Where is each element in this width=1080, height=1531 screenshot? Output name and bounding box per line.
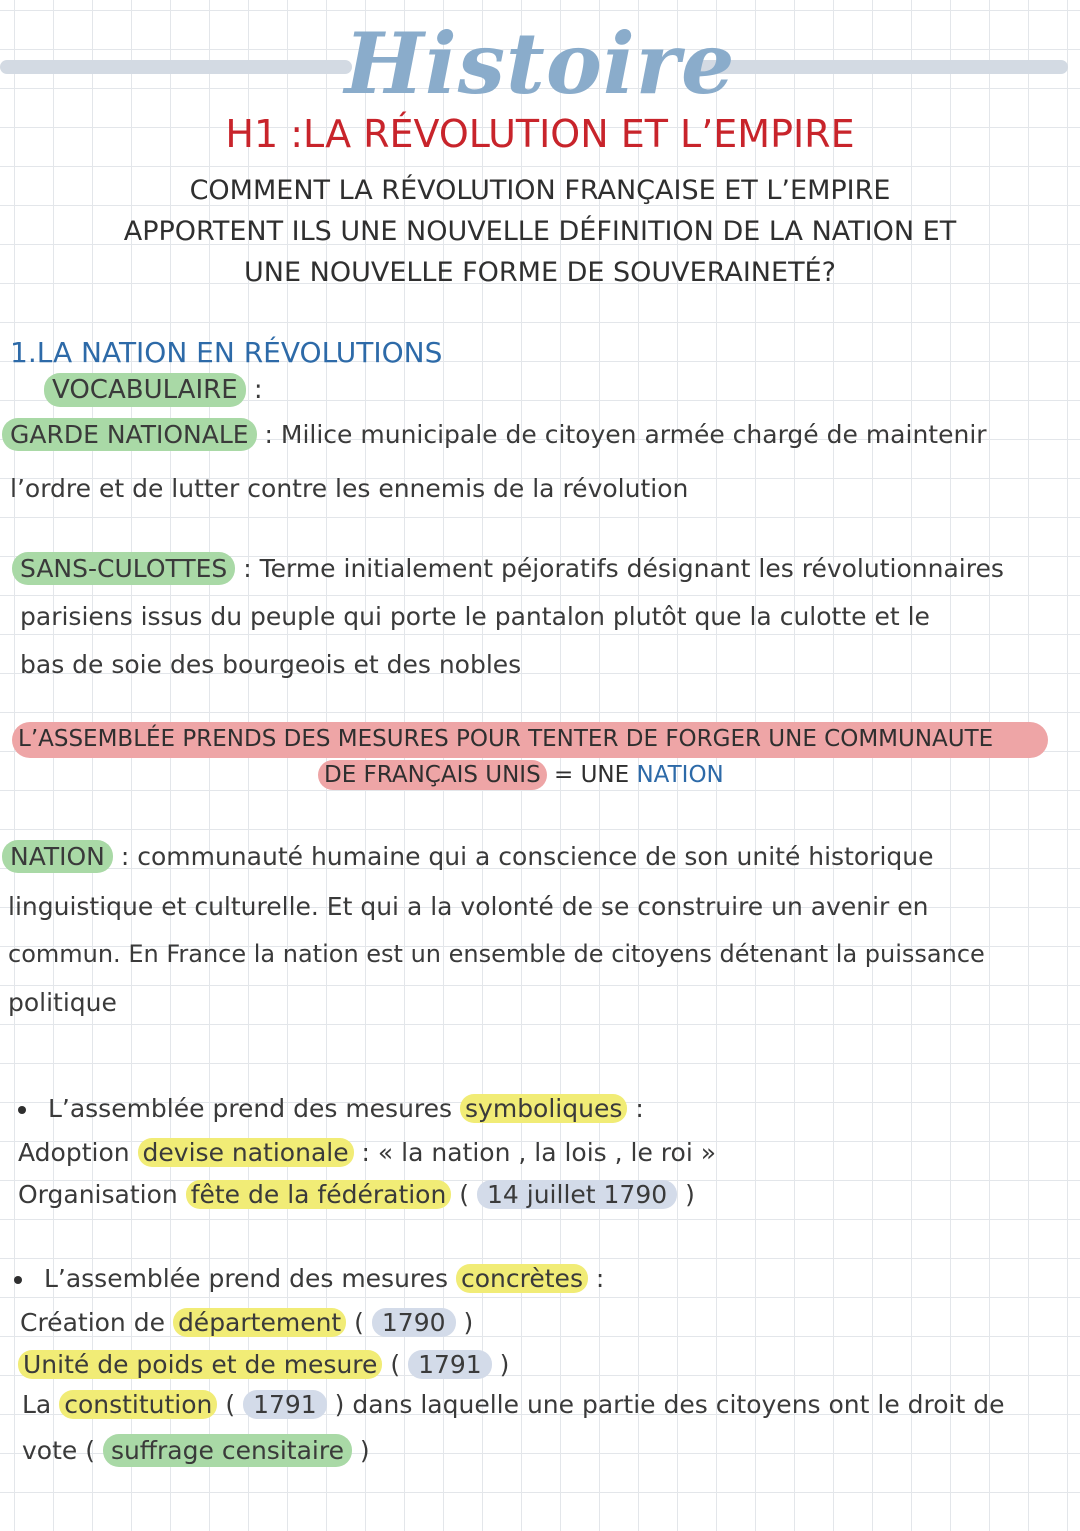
sans-culottes-line-2: parisiens issus du peuple qui porte le pantalon plutôt que la culotte et le <box>20 602 930 631</box>
concrete-highlight: concrètes <box>456 1264 588 1293</box>
page-title: Histoire <box>344 14 736 113</box>
departement-line: Création de département ( 1790 ) <box>20 1308 474 1337</box>
nation-term: NATION <box>2 840 113 873</box>
nation-word: NATION <box>636 762 724 788</box>
section-heading: 1.LA NATION EN RÉVOLUTIONS <box>10 336 443 369</box>
constitution-line: La constitution ( 1791 ) dans laquelle une partie des citoyens ont le droit de <box>22 1390 1005 1419</box>
vocabulary-highlight: VOCABULAIRE <box>44 373 246 407</box>
organisation-line: Organisation fête de la fédération ( 14 juillet 1790 ) <box>18 1180 695 1209</box>
date-highlight: 1790 <box>372 1308 456 1337</box>
nation-definition-line-4: politique <box>8 988 117 1017</box>
garde-definition-line-2: l’ordre et de lutter contre les ennemis de la révolution <box>10 474 689 503</box>
nation-definition-line-1 <box>2 842 934 871</box>
devise-highlight: devise nationale <box>138 1138 354 1167</box>
vocabulary-label <box>44 375 263 405</box>
sans-culottes-line-1 <box>12 554 1004 583</box>
date-highlight: 1791 <box>408 1350 492 1379</box>
bullet-icon <box>14 1276 22 1284</box>
equals-une: = UNE <box>554 762 630 788</box>
sans-culottes-text-1: : Terme initialement péjoratifs désignant les révolutionnaires <box>243 554 1004 583</box>
departement-highlight: département <box>173 1308 346 1337</box>
bullet-icon <box>18 1106 26 1114</box>
nation-text-1: : communauté humaine qui a conscience de son unité historique <box>120 842 934 871</box>
constitution-highlight: constitution <box>59 1390 217 1419</box>
unite-highlight: Unité de poids et de mesure <box>18 1350 382 1379</box>
vote-line: vote ( suffrage censitaire ) <box>22 1436 370 1465</box>
date-highlight: 1791 <box>243 1390 327 1419</box>
question-line-2: APPORTENT ILS UNE NOUVELLE DÉFINITION DE LA NATION ET <box>123 216 957 247</box>
fete-highlight: fête de la fédération <box>186 1180 452 1209</box>
garde-definition-line-1 <box>2 420 987 449</box>
garde-term: GARDE NATIONALE <box>2 418 257 451</box>
adoption-line: Adoption devise nationale : « la nation , la lois , le roi » <box>18 1138 717 1167</box>
nation-definition-line-2: linguistique et culturelle. Et qui a la volonté de se construire un avenir en <box>8 892 929 921</box>
question-line-3: UNE NOUVELLE FORME DE SOUVERAINETÉ? <box>244 257 836 288</box>
question-line-1: COMMENT LA RÉVOLUTION FRANÇAISE ET L’EMPIRE <box>189 175 891 206</box>
date-highlight: 14 juillet 1790 <box>477 1180 677 1209</box>
suffrage-highlight: suffrage censitaire <box>103 1434 352 1467</box>
francais-unis-highlight: DE FRANÇAIS UNIS <box>318 760 547 790</box>
sans-culottes-line-3: bas de soie des bourgeois et des nobles <box>20 650 522 679</box>
unite-line: Unité de poids et de mesure ( 1791 ) <box>18 1350 509 1379</box>
garde-text-1: : Milice municipale de citoyen armée chargé de maintenir <box>264 420 987 449</box>
assembly-banner-line-1: L’ASSEMBLÉE PRENDS DES MESURES POUR TENTER DE FORGER UNE COMMUNAUTE <box>18 726 994 752</box>
nation-definition-line-3: commun. En France la nation est un ensemble de citoyens détenant la puissance <box>8 940 985 968</box>
assembly-banner-line-2 <box>318 762 724 788</box>
chapter-heading: H1 :LA RÉVOLUTION ET L’EMPIRE <box>225 112 855 156</box>
problem-question <box>60 170 1020 293</box>
vocabulary-colon: : <box>253 375 263 405</box>
concrete-intro: L’assemblée prend des mesures concrètes : <box>14 1264 604 1293</box>
symbolic-intro: L’assemblée prend des mesures symboliques : <box>18 1094 644 1123</box>
symbolic-highlight: symboliques <box>460 1094 627 1123</box>
sans-culottes-term: SANS-CULOTTES <box>12 552 235 585</box>
